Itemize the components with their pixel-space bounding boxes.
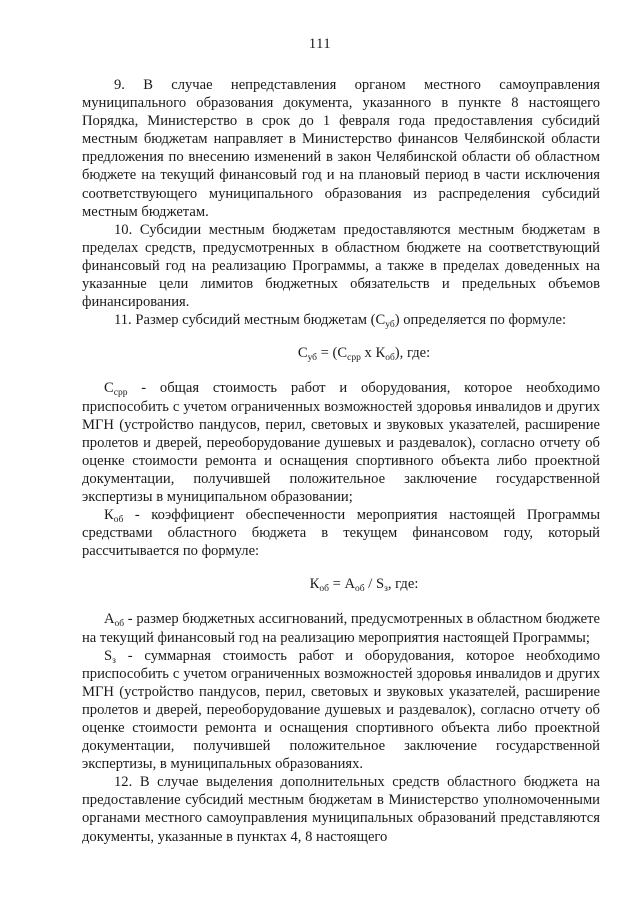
formula-symbol: = (С [317,345,348,362]
formula-symbol: х К [360,345,386,362]
formula-symbol: С [297,345,308,362]
definition-symbol: А [104,611,115,628]
formula-subscript: з [384,584,388,595]
formula-symbol: К [309,576,320,593]
definition-kob [82,506,600,560]
definition-text: - общая стоимость работ и оборудования, которое необходимо приспособить с учетом ограниченных возможностей здоровья инвалидов и других МГН (устройство пандусов, перил, световых и звуковых указателей, расширение пролетов и дверей, переоборудование душевых и раздевалок), согласно отчету об оценке стоимости ремонта и оснащения спортивного объекта либо проектной документации, получившей положительное заключение государственной экспертизы в муниципальном образовании; [82,380,600,505]
definition-sz [82,647,600,774]
definition-text: - суммарная стоимость работ и оборудования, которое необходимо приспособить с учетом ограниченных возможностей здоровья инвалидов и других МГН (устройство пандусов, перил, световых и звуковых указателей, расширение пролетов и дверей, переоборудование душевых и раздевалок), согласно отчету об оценке стоимости ремонта и оснащения спортивного объекта либо проектной документации, получившей положительное заключение государственной экспертизы, в муниципальных образованиях. [82,647,600,773]
definition-aob [82,610,600,646]
definition-subscript: об [114,619,125,630]
definition-subscript: об [113,515,124,526]
definition-symbol: С [104,380,114,397]
formula-subscript: уб [307,353,318,364]
paragraph-11-text: 11. Размер субсидий местным бюджетам (С [114,312,386,329]
paragraph-10: 10. Субсидии местным бюджетам предоставляются местным бюджетам в пределах средств, предусмотренных в областном бюджете на соответствующий финансовый год на реализацию Программы, а также в пределах доведенных на указанные цели лимитов бюджетных обязательств и предельных объемов финансирования. [82,221,600,311]
definition-text: - коэффициент обеспеченности мероприятия настоящей Программы средствами областного бюджета в текущем финансовом году, который рассчитывается по формуле: [82,507,600,560]
formula-coefficient [82,575,600,593]
formula-symbol: = А [328,576,356,593]
definition-subscript: з [112,655,116,666]
formula-symbol: ), где: [394,345,431,362]
formula-subscript: об [355,584,365,595]
definition-symbol: S [104,647,113,664]
paragraph-12: 12. В случае выделения дополнительных средств областного бюджета на предоставление субсидий местным бюджетам в Министерство уполномоченными органами местного самоуправления муниципальных образований представляются документы, указанные в пунктах 4, 8 настоящего [82,774,600,845]
document-body [82,76,600,846]
formula-symbol: / S [364,576,385,593]
page-number: 111 [308,36,332,52]
formula-subscript: срр [347,353,361,364]
paragraph-11-text-end: ) определяется по формуле: [394,312,567,329]
formula-subscript: об [385,353,395,364]
definition-text: - размер бюджетных ассигнований, предусмотренных в областном бюджете на текущий финансовый год на реализацию мероприятия настоящей Программы; [82,611,600,646]
formula-subscript: об [319,584,329,595]
definition-symbol: К [104,507,114,524]
formula-subsidy [82,344,600,362]
paragraph-9: 9. В случае непредставления органом местного самоуправления муниципального образования документа, указанного в пункте 8 настоящего Порядка, Министерство в срок до 1 февраля года предоставления субсидий местным бюджетам направляет в Министерство финансов Челябинской области предложения по внесению изменений в закон Челябинской области об областном бюджете на текущий финансовый год и на плановый период в части исключения соответствующего муниципального образования из распределения субсидий местным бюджетам. [82,77,600,220]
formula-symbol: , где: [387,576,419,593]
paragraph-11 [82,311,600,329]
subscript: уб [385,320,395,331]
definition-csrr [82,379,600,506]
definition-subscript: срр [113,388,128,399]
